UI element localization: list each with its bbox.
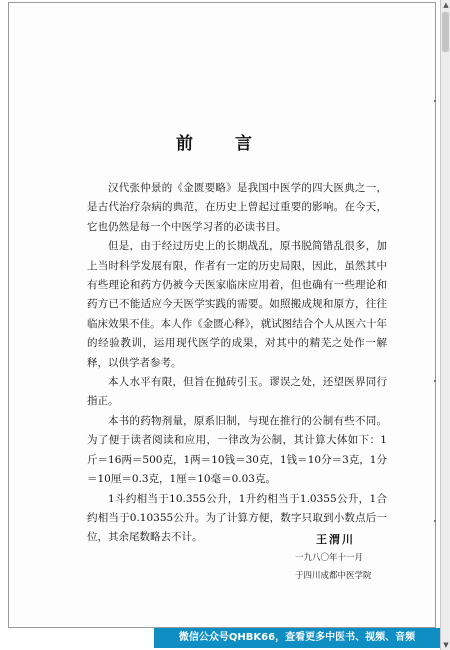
scan-mark bbox=[434, 100, 436, 102]
preface-body bbox=[87, 179, 387, 548]
scroll-down-icon[interactable]: ▼ bbox=[443, 641, 449, 649]
watermark-banner: 微信公众号QHBK66，查看更多中医书、视频、音频 bbox=[154, 628, 440, 648]
scrollbar-thumb[interactable] bbox=[442, 12, 449, 52]
document-page bbox=[8, 2, 436, 628]
page-title: 前 言 bbox=[176, 134, 270, 154]
scan-mark bbox=[434, 520, 436, 522]
signature-place: 于四川成都中医学院 bbox=[295, 571, 372, 581]
paragraph: 但是，由于经过历史上的长期战乱，原书脱简错乱很多，加上当时科学发展有限，作者有一定的历史局限，因此，虽然其中有些理论和药方仍被今天医家临床应用着，但也确有一些理论和药方已不能适应今天医学实践的需要。如照搬成规和原方，往往临床效果不佳。本人作《金匮心释》，就试图结合个人从医六十年的经验教训，运用现代医学的成果，对其中的精芜之处作一解释，以供学者参考。 bbox=[87, 240, 387, 369]
scan-mark bbox=[434, 380, 436, 382]
scroll-up-icon[interactable]: ▲ bbox=[443, 1, 449, 9]
paragraph: 本人水平有限，但旨在抛砖引玉。谬误之处，还望医界同行指正。 bbox=[87, 376, 387, 408]
paragraph: 1斗约相当于10.355公升，1升约相当于1.0355公升，1合约相当于0.10355公升。为了计算方便，数字只取到小数点后一位，其余尾数略去不计。 bbox=[87, 492, 387, 544]
vertical-scrollbar[interactable] bbox=[440, 0, 450, 650]
signature-date: 一九八〇年十一月 bbox=[295, 553, 364, 563]
paragraph: 汉代张仲景的《金匮要略》是我国中医学的四大医典之一，是古代治疗杂病的典范，在历史上曾起过重要的影响。在今天，它也仍然是每一个中医学习者的必读书目。 bbox=[87, 182, 387, 233]
author-name: 王渭川 bbox=[316, 533, 355, 546]
paragraph: 本书的药物剂量，原系旧制，与现在推行的公制有些不同。为了便于读者阅读和应用，一律改为公制，其计算大体如下：1斤＝16两＝500克，1两＝10钱＝30克，1钱＝10分＝3克，1分＝10厘＝0.3克，1厘＝10毫＝0.03克。 bbox=[87, 414, 387, 486]
